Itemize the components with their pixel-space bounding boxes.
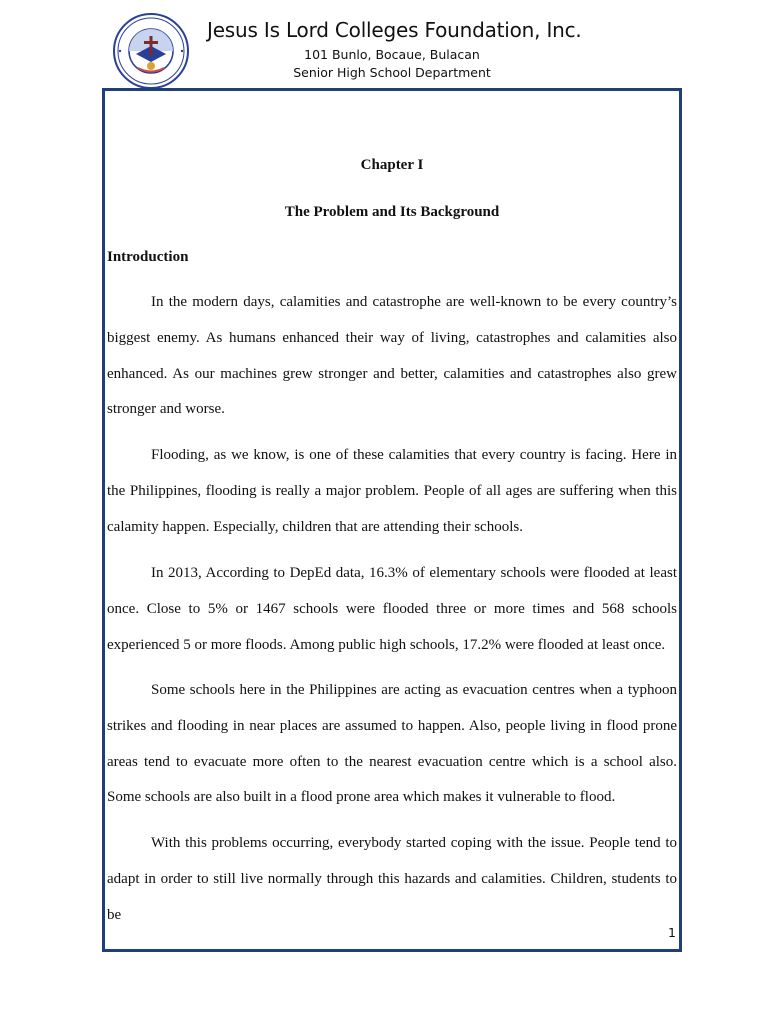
institution-department: Senior High School Department	[293, 65, 491, 80]
paragraph: In the modern days, calamities and catastrophe are well-known to be every country’s biggest enemy. As humans enhanced their way of living, catastrophes and calamities also enhanced. As our machines grew stronger and better, calamities and catastrophes also grew stronger and worse.	[107, 294, 677, 418]
paragraph: With this problems occurring, everybody started coping with the issue. People tend to adapt in order to still live normally through this hazards and calamities. Children, students to be	[107, 835, 677, 923]
page-number: 1	[668, 925, 676, 940]
paragraph: Some schools here in the Philippines are acting as evacuation centres when a typhoon strikes and flooding in near places are assumed to happen. Also, people living in flood prone areas tend to evacuate more often to the nearest evacuation centre which is a school also. Some schools are also built in a flood prone area which makes it vulnerable to flood.	[107, 682, 677, 806]
chapter-title: The Problem and Its Background	[284, 204, 500, 220]
chapter-heading: Chapter I	[360, 157, 424, 173]
letterhead	[0, 0, 768, 88]
institution-name: Jesus Is Lord Colleges Foundation, Inc.	[207, 18, 582, 42]
institution-address: 101 Bunlo, Bocaue, Bulacan	[304, 47, 480, 62]
paragraph: In 2013, According to DepEd data, 16.3% of elementary schools were flooded at least once. Close to 5% or 1467 schools were flooded three or more times and 568 schools experienced 5 or more floods. Among public high schools, 17.2% were flooded at least once.	[107, 565, 677, 653]
paragraph: Flooding, as we know, is one of these calamities that every country is facing. Here in the Philippines, flooding is really a major problem. People of all ages are suffering when this calamity happen. Especially, children that are attending their schools.	[107, 447, 677, 535]
section-heading: Introduction	[107, 249, 189, 265]
